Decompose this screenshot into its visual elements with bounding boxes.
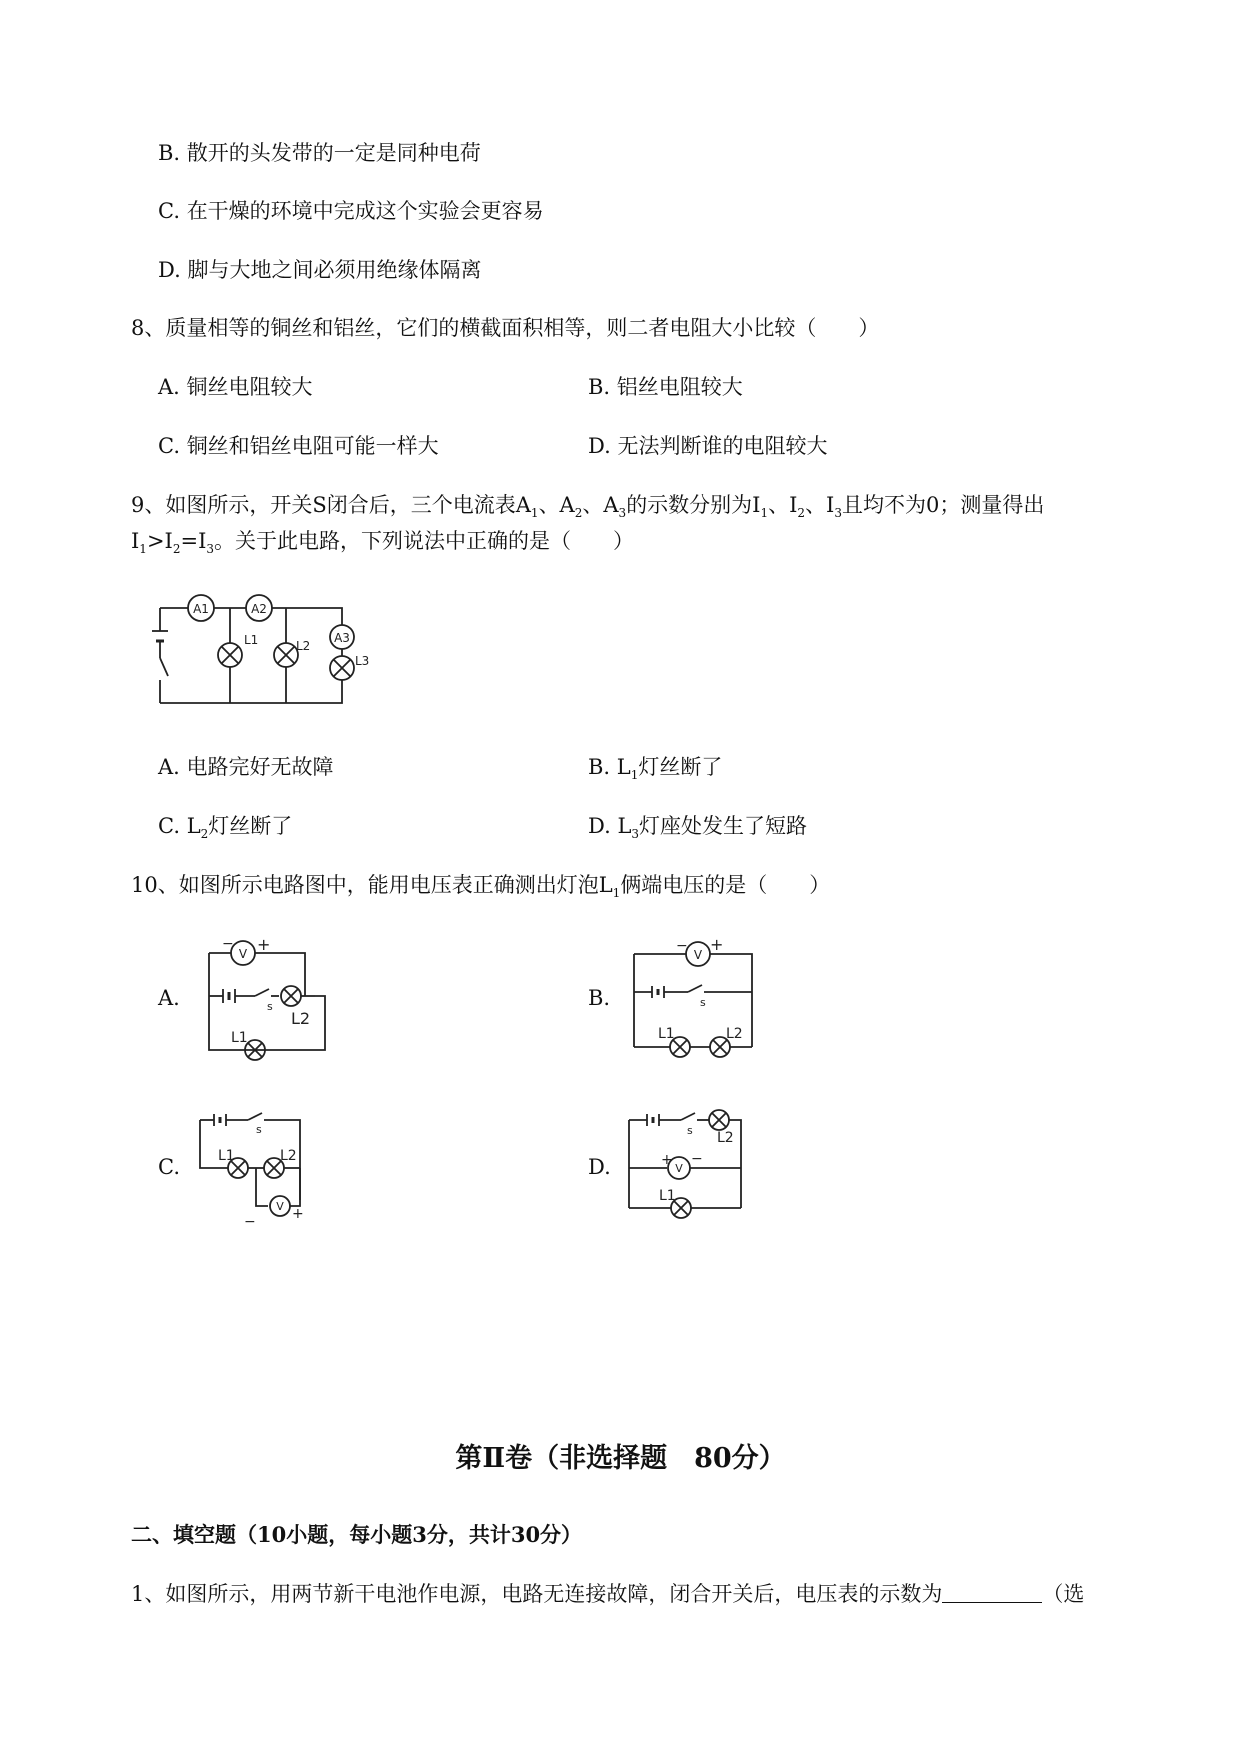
svg-text:s: s [687,1124,693,1137]
svg-text:L2: L2 [296,639,311,653]
q10-stem: 10、如图所示电路图中，能用电压表正确测出灯泡$L_1$俩端电压的是（ ） [131,873,831,900]
svg-text:L2: L2 [717,1130,734,1146]
svg-text:V: V [238,947,248,961]
svg-text:L1: L1 [658,1026,675,1042]
q8-option-b: B. 铝丝电阻较大 [588,375,743,399]
q10-option-b-label: B. [588,986,611,1010]
svg-text:−: − [676,938,688,954]
svg-text:V: V [675,1162,683,1175]
svg-text:A1: A1 [193,602,209,616]
q8-option-d: D. 无法判断谁的电阻较大 [588,434,828,458]
q9-circuit-diagram [150,588,390,718]
fill1-question: 1、如图所示，用两节新干电池作电源，电路无连接故障，闭合开关后，电压表的示数为 （选 [131,1582,1085,1606]
q8-option-a: A. 铜丝电阻较大 [158,375,313,399]
q9-stem-line1: 9、如图所示，开关S闭合后，三个电流表$A_1$、$A_2$、$A_3$的示数分别为$I_1$、$I_2$、$I_3$且均不为0；测量得出 [131,493,1045,520]
svg-text:+: + [661,1152,673,1168]
svg-text:V: V [276,1200,284,1213]
q7-option-d: D. 脚与大地之间必须用绝缘体隔离 [158,258,482,282]
q9-option-a: A. 电路完好无故障 [158,755,334,779]
answer-blank[interactable] [942,1580,1042,1603]
q8-option-c: C. 铜丝和铝丝电阻可能一样大 [158,434,439,458]
q10-circuit-c [196,1108,311,1228]
q9-option-d: D. $L_3$灯座处发生了短路 [588,814,808,841]
q9-stem-line2: $I_1>I_2=I_3$。关于此电路，下列说法中正确的是（ ） [131,529,635,556]
q7-option-b: B. 散开的头发带的一定是同种电荷 [158,141,481,165]
q10-option-c-label: C. [158,1155,180,1179]
svg-text:+: + [710,935,724,954]
q10-circuit-b [630,935,760,1057]
svg-text:+: + [257,935,271,954]
svg-text:+: + [292,1206,304,1222]
svg-text:s: s [256,1123,262,1136]
svg-text:A3: A3 [334,631,350,645]
q10-option-d-label: D. [588,1155,611,1179]
svg-text:−: − [222,936,234,952]
q10-circuit-a [205,935,335,1058]
svg-text:−: − [691,1151,703,1167]
q10-circuit-d [625,1108,755,1223]
svg-text:L3: L3 [355,654,370,668]
svg-text:L2: L2 [726,1026,743,1042]
q10-option-a-label: A. [158,986,180,1010]
svg-text:L2: L2 [291,1009,311,1028]
svg-text:L1: L1 [659,1188,676,1204]
svg-text:L1: L1 [231,1030,248,1046]
q8-stem: 8、质量相等的铜丝和铝丝，它们的横截面积相等，则二者电阻大小比较（ ） [131,316,880,340]
section2-heading: 二、填空题（10小题，每小题3分，共计30分） [131,1522,583,1547]
q7-option-c: C. 在干燥的环境中完成这个实验会更容易 [158,199,544,223]
svg-text:−: − [244,1214,256,1230]
svg-text:L1: L1 [244,633,259,647]
svg-text:V: V [693,948,703,962]
q9-option-b: B. $L_1$灯丝断了 [588,755,723,782]
svg-text:s: s [700,996,706,1009]
part2-title: 第Ⅱ卷（非选择题 80分） [455,1443,786,1474]
svg-text:A2: A2 [251,602,267,616]
svg-text:L2: L2 [280,1148,297,1164]
svg-text:L1: L1 [218,1148,235,1164]
q9-option-c: C. $L_2$灯丝断了 [158,814,293,841]
svg-text:s: s [267,1000,273,1013]
